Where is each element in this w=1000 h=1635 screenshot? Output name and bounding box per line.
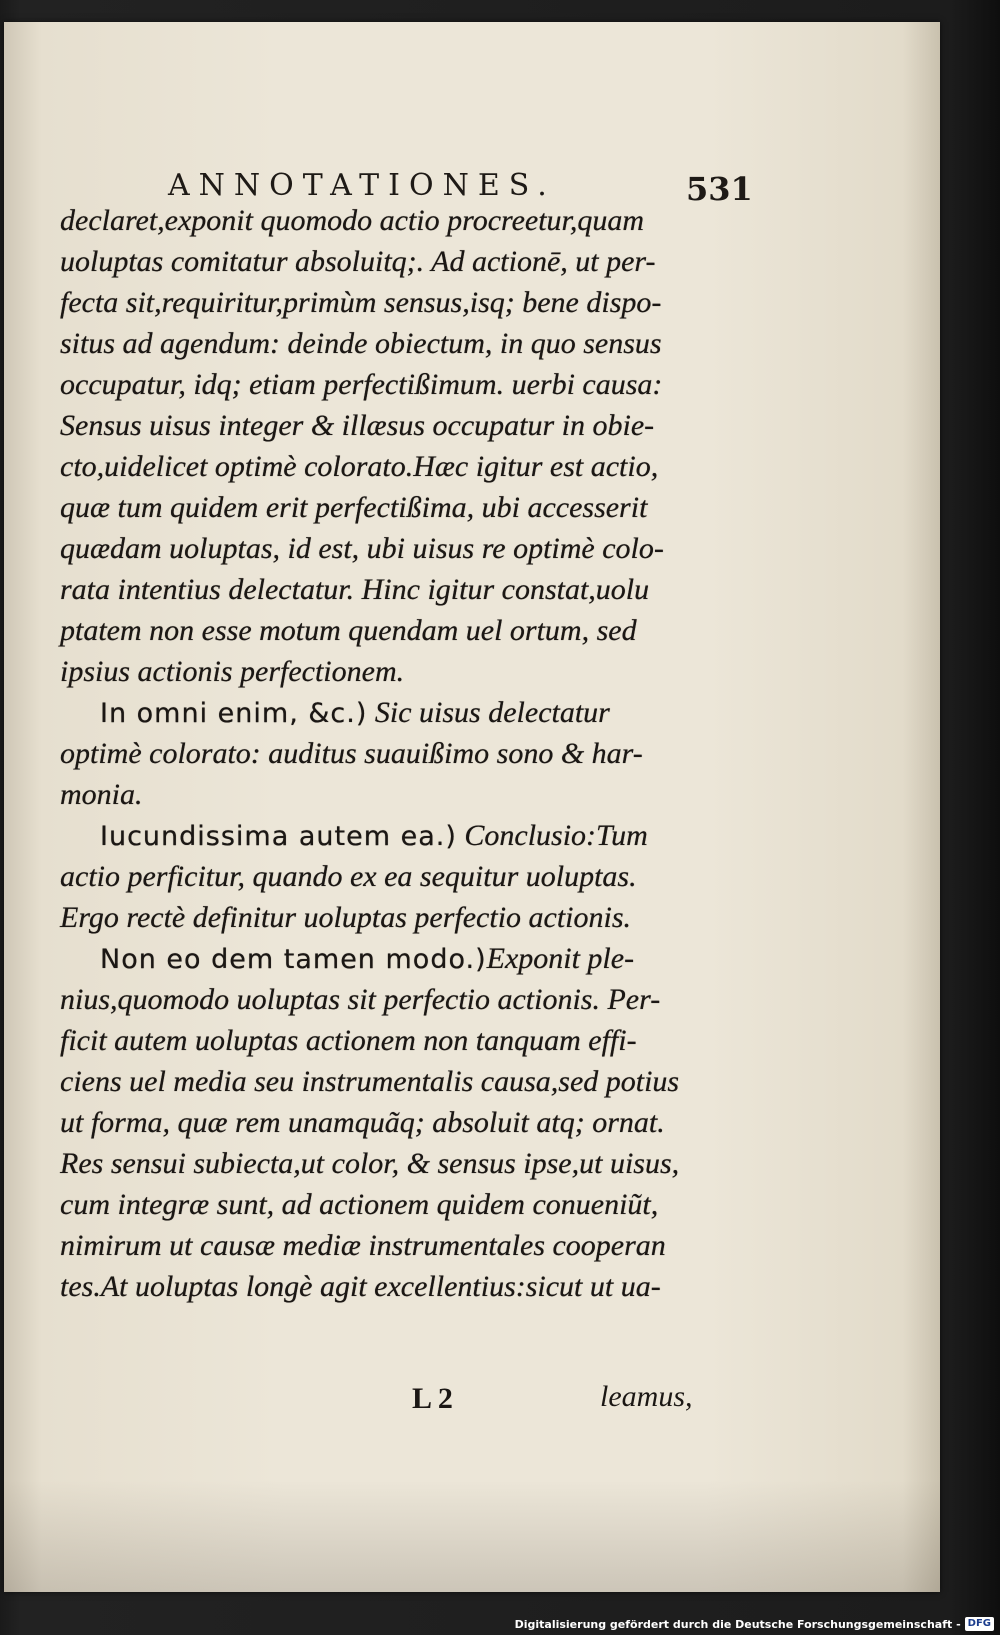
text-line: cum integræ sunt, ad actionem quidem conueniũt, xyxy=(60,1188,659,1221)
dfg-credit-text: Digitalisierung gefördert durch die Deutsche Forschungsgemeinschaft - xyxy=(514,1617,961,1631)
text-line: occupatur, idq; etiam perfectißimum. uerbi causa: xyxy=(60,368,663,401)
lemma: In omni enim, &c.) xyxy=(100,698,368,729)
signature-mark: L 2 xyxy=(412,1382,453,1415)
text-line: Ergo rectè definitur uoluptas perfectio actionis. xyxy=(60,901,632,934)
text-line: ciens uel media seu instrumentalis causa,sed potius xyxy=(60,1065,680,1098)
text-line: ut forma, quæ rem unamquãq; absoluit atq; ornat. xyxy=(60,1106,665,1139)
text-line: Res sensui subiecta,ut color, & sensus ipse,ut uisus, xyxy=(60,1147,680,1180)
text-line: monia. xyxy=(60,778,143,811)
text-line: uoluptas comitatur absoluitq;. Ad actionē, ut per- xyxy=(60,245,656,278)
lemma: Iucundissima autem ea.) xyxy=(100,821,457,852)
running-head: ANNOTATIONES. xyxy=(168,168,556,203)
text-line: cto,uidelicet optimè colorato.Hæc igitur est actio, xyxy=(60,450,659,483)
text-line: optimè colorato: auditus suauißimo sono & har- xyxy=(60,737,643,770)
text-line: nimirum ut causæ mediæ instrumentales cooperan xyxy=(60,1229,666,1262)
text-line: ficit autem uoluptas actionem non tanquam effi- xyxy=(60,1024,637,1057)
text-line: fecta sit,requiritur,primùm sensus,isq; bene dispo- xyxy=(60,286,662,319)
dfg-logo: DFG xyxy=(965,1617,994,1631)
body-text xyxy=(60,200,740,1307)
text-line: quædam uoluptas, id est, ubi uisus re optimè colo- xyxy=(60,532,664,565)
text-line: nius,quomodo uoluptas sit perfectio actionis. Per- xyxy=(60,983,661,1016)
text-line: declaret,exponit quomodo actio procreetur,quam xyxy=(60,204,645,237)
text-line: actio perficitur, quando ex ea sequitur uoluptas. xyxy=(60,860,637,893)
catchword: leamus, xyxy=(600,1380,693,1413)
lemma-line: Iucundissima autem ea.) Conclusio:Tum xyxy=(100,819,648,852)
text-line: quæ tum quidem erit perfectißima, ubi accesserit xyxy=(60,491,648,524)
text-line: Sensus uisus integer & illæsus occupatur in obie- xyxy=(60,409,655,442)
text-line: tes.At uoluptas longè agit excellentius:sicut ut ua- xyxy=(60,1270,661,1303)
page-shadow xyxy=(4,1480,940,1592)
lemma-line: In omni enim, &c.) Sic uisus delectatur xyxy=(100,696,610,729)
page-number: 531 xyxy=(686,170,753,208)
dfg-credit xyxy=(515,1616,994,1632)
lemma: Non eo dem tamen modo.) xyxy=(100,944,487,975)
text-line: rata intentius delectatur. Hinc igitur constat,uolu xyxy=(60,573,650,606)
lemma-line: Non eo dem tamen modo.)Exponit ple- xyxy=(100,942,635,975)
text-line: ptatem non esse motum quendam uel ortum, sed xyxy=(60,614,637,647)
text-line: ipsius actionis perfectionem. xyxy=(60,655,405,688)
text-line: situs ad agendum: deinde obiectum, in quo sensus xyxy=(60,327,662,360)
